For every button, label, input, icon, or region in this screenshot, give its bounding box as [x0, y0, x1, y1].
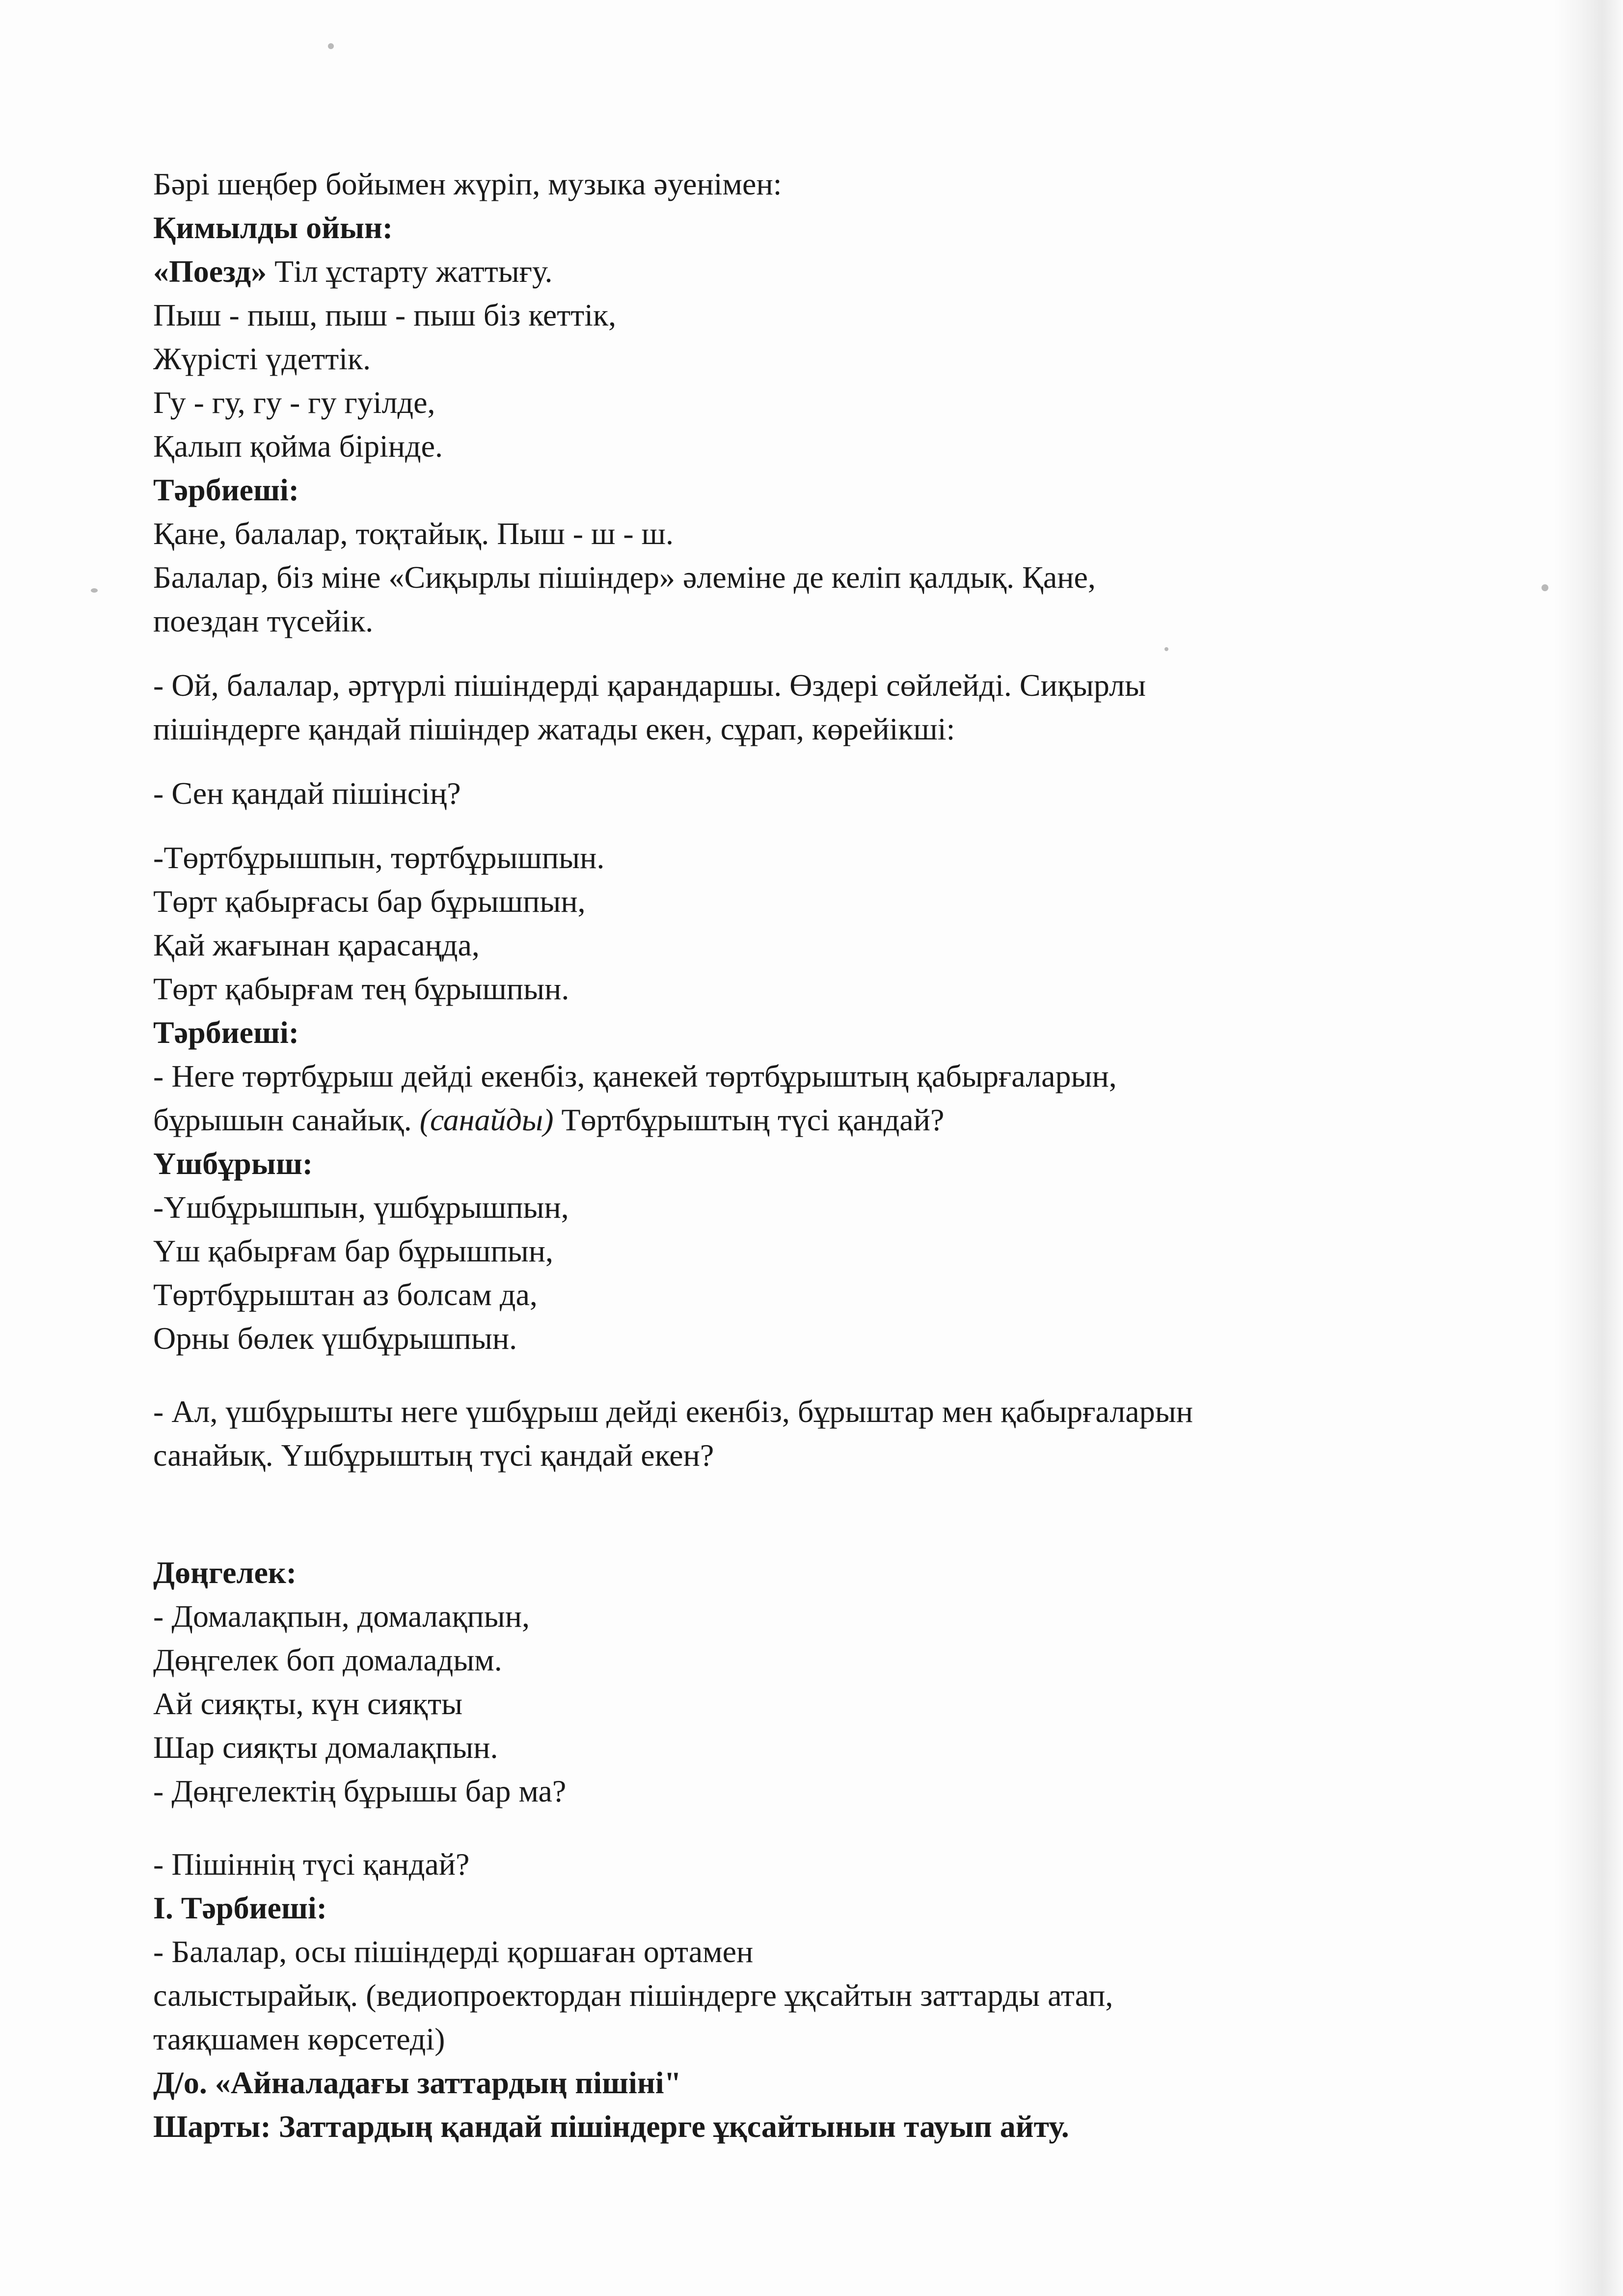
poem1-line: Пыш - пыш, пыш - пыш біз кеттік,	[153, 298, 617, 332]
paragraph-line: пішіндерге қандай пішіндер жатады екен, сұрап, көрейікші:	[153, 711, 955, 746]
teacher-line-start: бұрышын санайық.	[153, 1102, 420, 1137]
teacher-line: Балалар, біз міне «Сиқырлы пішіндер» әлеміне де келіп қалдық. Қане,	[153, 560, 1096, 595]
didactic-game-title: Д/о. «Айналадағы заттардың пішіні"	[153, 2065, 681, 2100]
triangle-question-line: - Ал, үшбұрышты неге үшбұрыш дейді екенбіз, бұрыштар мен қабырғаларын	[153, 1394, 1193, 1429]
triangle-poem-line: Үш қабырғам бар бұрышпын,	[153, 1233, 554, 1268]
intro-line: Бәрі шеңбер бойымен жүріп, музыка әуенімен:	[153, 166, 782, 201]
teacher-line-italic: (санайды)	[419, 1102, 554, 1137]
poem1-line: Гу - гу, гу - гу гуілде,	[153, 385, 435, 420]
circle-poem-line: - Дөңгелектің бұрышы бар ма?	[153, 1774, 567, 1808]
triangle-poem-line: Орны бөлек үшбұрышпын.	[153, 1321, 517, 1356]
square-poem-line: Төрт қабырғасы бар бұрышпын,	[153, 884, 586, 919]
game-subtitle: Тіл ұстарту жаттығу.	[267, 254, 553, 289]
triangle-poem-line: Төртбұрыштан аз болсам да,	[153, 1277, 538, 1312]
scan-speck	[91, 588, 98, 593]
triangle-label: Үшбұрыш:	[153, 1146, 313, 1181]
teacher-line: салыстырайық. (ведиопроектордан пішіндерге ұқсайтын заттарды атап,	[153, 1978, 1113, 2013]
triangle-poem-line: -Үшбұрышпын, үшбұрышпын,	[153, 1190, 569, 1225]
circle-poem-line: Дөңгелек боп домаладым.	[153, 1642, 502, 1677]
game-condition: Шарты: Заттардың қандай пішіндерге ұқсайтынын тауып айту.	[153, 2109, 1069, 2144]
paragraph-line: - Ой, балалар, әртүрлі пішіндерді қарандаршы. Өздері сөйлейді. Сиқырлы	[153, 668, 1146, 703]
game-heading: Қимылды ойын:	[153, 210, 393, 245]
scan-speck	[1542, 584, 1548, 591]
game-title: «Поезд»	[153, 254, 267, 289]
teacher-line: таяқшамен көрсетеді)	[153, 2022, 445, 2056]
square-poem-line: -Төртбұрышпын, төртбұрышпын.	[153, 840, 605, 875]
document-body	[153, 162, 1479, 2148]
square-poem-line: Төрт қабырғам тең бұрышпын.	[153, 971, 569, 1006]
teacher-label: І. Тәрбиеші:	[153, 1890, 327, 1925]
circle-poem-line: - Домалақпын, домалақпын,	[153, 1599, 530, 1634]
poem1-line: Жүрісті үдеттік.	[153, 341, 371, 376]
circle-label: Дөңгелек:	[153, 1555, 297, 1590]
teacher-line: поездан түсейік.	[153, 603, 374, 638]
circle-poem-line: Ай сияқты, күн сияқты	[153, 1686, 463, 1721]
poem1-line: Қалып қойма бірінде.	[153, 429, 443, 464]
teacher-line: Қане, балалар, тоқтайық. Пыш - ш - ш.	[153, 516, 674, 551]
teacher-line: - Неге төртбұрыш дейді екенбіз, қанекей төртбұрыштың қабырғаларын,	[153, 1059, 1117, 1093]
teacher-line: - Балалар, осы пішіндерді қоршаған ортамен	[153, 1934, 754, 1969]
question-line: - Сен қандай пішінсің?	[153, 776, 461, 811]
color-question-line: - Пішіннің түсі қандай?	[153, 1847, 470, 1882]
triangle-question-line: санайық. Үшбұрыштың түсі қандай екен?	[153, 1438, 714, 1473]
teacher-label: Тәрбиеші:	[153, 1015, 299, 1050]
square-poem-line: Қай жағынан қарасаңда,	[153, 928, 480, 962]
scan-edge-shadow	[1554, 0, 1623, 2296]
game-title-line	[153, 249, 1479, 293]
teacher-line-end: Төртбұрыштың түсі қандай?	[553, 1102, 945, 1137]
teacher-label: Тәрбиеші:	[153, 472, 299, 507]
circle-poem-line: Шар сияқты домалақпын.	[153, 1730, 498, 1765]
teacher-line	[153, 1098, 1479, 1142]
scan-speck	[328, 43, 334, 49]
